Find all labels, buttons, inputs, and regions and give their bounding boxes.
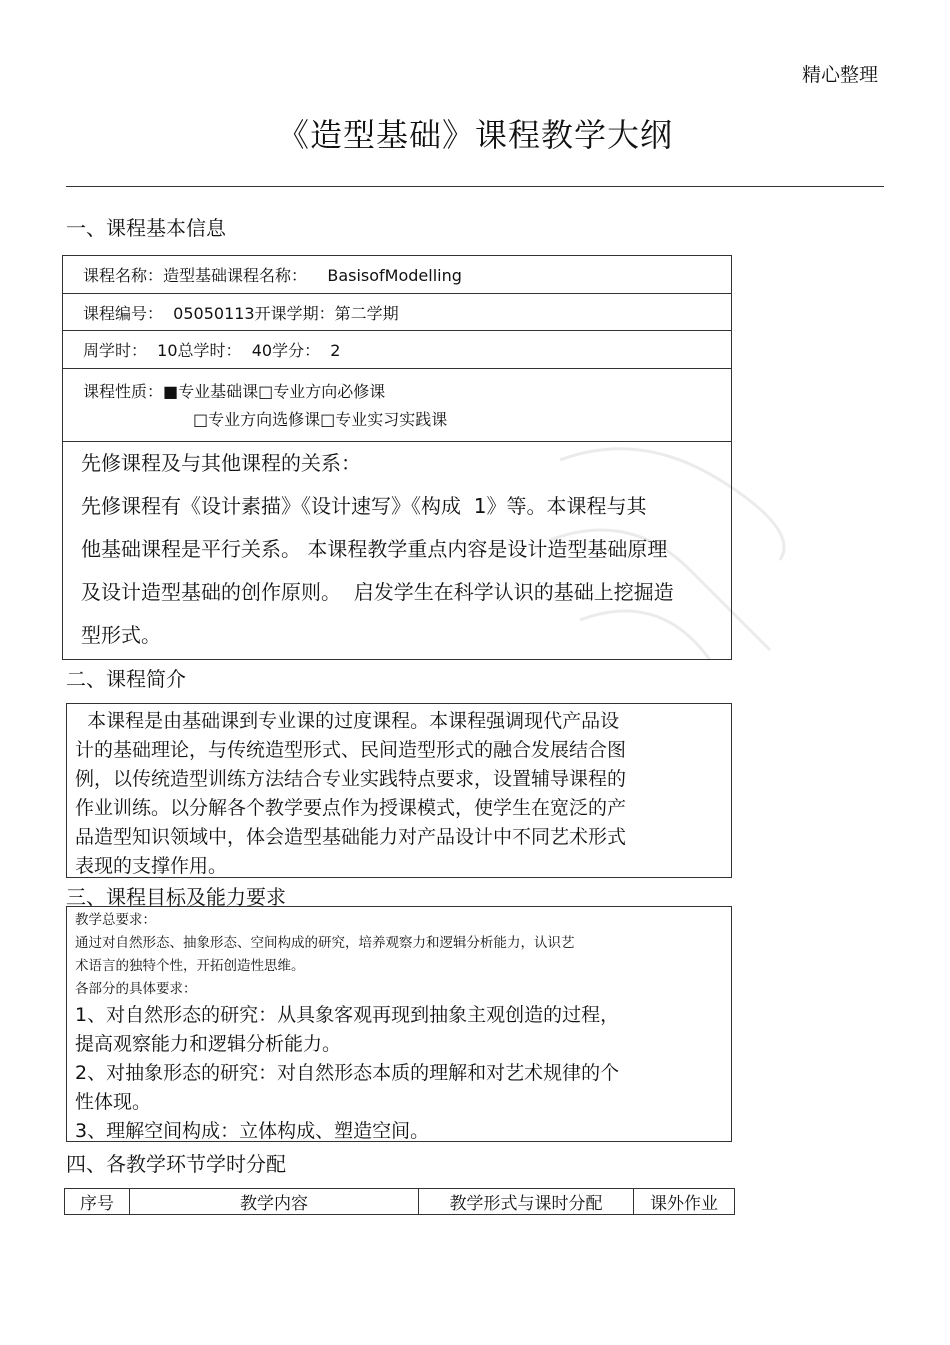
info-row-hours: [63, 331, 731, 369]
info-row-course-code-text: 课程编号： 05050113开课学期：第二学期: [83, 303, 399, 323]
prerequisite-block: [63, 442, 731, 657]
section-2-heading: 二、课程简介: [66, 667, 186, 691]
goals-large-line: 2、对抽象形态的研究：对自然形态本质的理解和对艺术规律的个: [75, 1062, 620, 1084]
section-1-heading: 一、课程基本信息: [66, 216, 226, 240]
goals-large-line: 性体现。: [75, 1091, 152, 1113]
section-3-heading: 三、课程目标及能力要求: [66, 885, 286, 909]
course-nature-line-1: 课程性质：■专业基础课□专业方向必修课: [83, 382, 386, 401]
goals-small-line: 术语言的独特个性，开拓创造性思维。: [75, 958, 305, 974]
basic-info-box: [62, 255, 732, 660]
table-header-row: [65, 1189, 735, 1215]
goals-large-line: 1、对自然形态的研究：从具象客观再现到抽象主观创造的过程，: [75, 1004, 620, 1026]
info-row-course-name: [63, 256, 731, 294]
prerequisite-line: 及设计造型基础的创作原则。 启发学生在科学认识的基础上挖掘造: [81, 580, 674, 604]
intro-line: 表现的支撑作用。: [75, 855, 228, 877]
intro-line: 例，以传统造型训练方法结合专业实践特点要求，设置辅导课程的: [75, 768, 627, 790]
intro-line: 作业训练。以分解各个教学要点作为授课模式，使学生在宽泛的产: [75, 797, 627, 819]
goals-small-line: 通过对自然形态、抽象形态、空间构成的研究，培养观察力和逻辑分析能力，认识艺: [75, 935, 575, 951]
hours-allocation-table: [64, 1188, 735, 1215]
section-4-heading: 四、各教学环节学时分配: [66, 1152, 286, 1176]
prerequisite-line: 先修课程有《设计素描》《设计速写》《构成 1》等。本课程与其: [81, 494, 647, 518]
info-row-hours-text: 周学时： 10总学时： 40学分： 2: [83, 341, 341, 360]
intro-line: 本课程是由基础课到专业课的过度课程。本课程强调现代产品设: [75, 710, 620, 732]
course-nature-line-2: □专业方向选修课□专业实习实践课: [193, 410, 448, 429]
goals-small-line: 各部分的具体要求：: [75, 981, 197, 997]
goals-small-text: [67, 909, 731, 1001]
prerequisite-title: 先修课程及与其他课程的关系：: [81, 451, 361, 475]
intro-line: 计的基础理论，与传统造型形式、民间造型形式的融合发展结合图: [75, 739, 627, 761]
course-goals-box: [66, 906, 732, 1142]
column-header-format: 教学形式与课时分配: [419, 1189, 634, 1215]
intro-line: 品造型知识领域中，体会造型基础能力对产品设计中不同艺术形式: [75, 826, 627, 848]
prerequisite-line: 他基础课程是平行关系。 本课程教学重点内容是设计造型基础原理: [81, 537, 668, 561]
info-row-course-code: [63, 294, 731, 331]
column-header-homework: 课外作业: [634, 1189, 735, 1215]
prerequisite-line: 型形式。: [81, 623, 161, 647]
course-intro-box: [66, 703, 732, 878]
goals-large-line: 提高观察能力和逻辑分析能力。: [75, 1033, 342, 1055]
goals-large-line: 3、理解空间构成：立体构成、塑造空间。: [75, 1120, 430, 1142]
info-row-course-nature: [63, 369, 731, 442]
column-header-index: 序号: [65, 1189, 130, 1215]
column-header-content: 教学内容: [130, 1189, 419, 1215]
header-note: 精心整理: [801, 64, 878, 86]
goals-small-line: 教学总要求：: [75, 912, 156, 928]
info-row-course-name-text: 课程名称：造型基础课程名称： BasisofModelling: [83, 266, 462, 285]
document-title: 《造型基础》课程教学大纲: [276, 116, 673, 154]
goals-large-text: [67, 1001, 731, 1146]
title-divider: [66, 186, 884, 187]
